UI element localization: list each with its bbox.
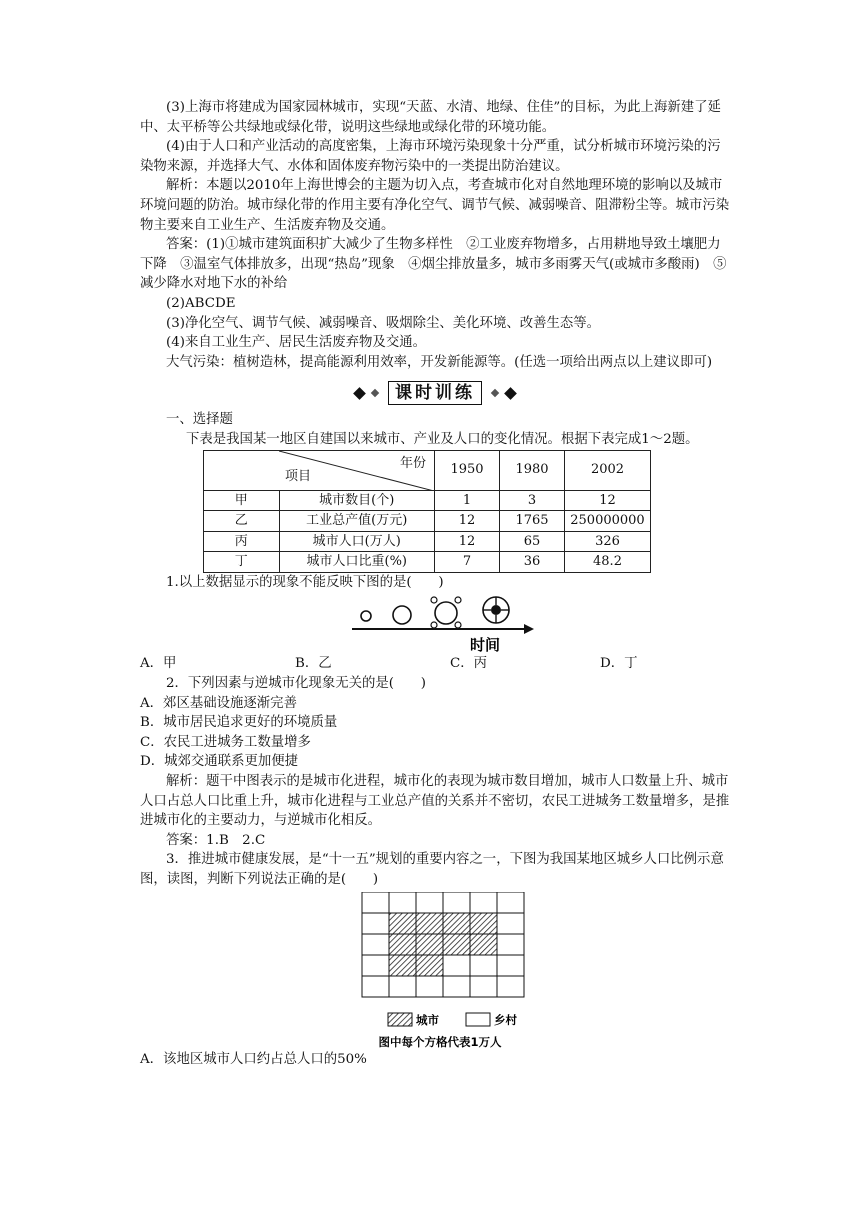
answer-2-text: (2)ABCDE bbox=[166, 295, 236, 311]
question-1-options bbox=[140, 654, 730, 674]
row-item: 城市人口(万人) bbox=[279, 531, 435, 552]
option-a: A．郊区基础设施逐渐完善 bbox=[140, 695, 297, 711]
answer-4-text: (4)来自工业生产、居民生活废弃物及交通。 bbox=[166, 335, 426, 351]
circle-stage-2 bbox=[393, 606, 411, 624]
grid-cell-rural bbox=[389, 892, 416, 913]
grid-cell-rural bbox=[362, 913, 389, 934]
analysis-2-text: 解析：题干中图表示的是城市化进程，城市化的表现为城市数目增加，城市人口数量上升、城市人口占总人口比重上升，城市化进程与工业总产值的关系并不密切，农民工进城务工数量增多，是推进城市化的主要动力，与逆城市化相反。 bbox=[140, 774, 730, 829]
year-header: 2002 bbox=[565, 450, 651, 490]
population-grid bbox=[362, 892, 524, 997]
row-value: 12 bbox=[565, 490, 651, 511]
question-3-stem: 3．推进城市健康发展，是“十一五”规划的重要内容之一，下图为我国某地区城乡人口比例示意图，读图，判断下列说法正确的是( ) bbox=[140, 852, 724, 887]
row-value: 7 bbox=[435, 552, 500, 573]
grid-cell-rural bbox=[389, 976, 416, 997]
option-d: D．城郊交通联系更加便捷 bbox=[140, 754, 299, 770]
legend-rural-swatch bbox=[466, 1013, 490, 1026]
table-row bbox=[204, 552, 651, 573]
table-row bbox=[204, 490, 651, 511]
grid-cell-city bbox=[389, 913, 416, 934]
grid-cell-city bbox=[443, 934, 470, 955]
grid-cell-rural bbox=[362, 934, 389, 955]
option-c: C．农民工进城务工数量增多 bbox=[140, 734, 311, 750]
option-b: B．城市居民追求更好的环境质量 bbox=[140, 715, 338, 731]
row-value: 1765 bbox=[500, 511, 565, 532]
grid-cell-rural bbox=[443, 976, 470, 997]
grid-cell-rural bbox=[443, 892, 470, 913]
table-corner bbox=[279, 450, 435, 490]
grid-cell-city bbox=[443, 913, 470, 934]
section-heading: 一、选择题 bbox=[166, 412, 233, 428]
grid-cell-city bbox=[470, 934, 497, 955]
grid-cell-rural bbox=[470, 892, 497, 913]
answer-1-text: 答案：(1)①城市建筑面积扩大减少了生物多样性 ②工业废弃物增多，占用耕地导致土壤肥力下降 ③温室气体排放多，出现“热岛”现象 ④烟尘排放量多，城市多雨雾天气(或城市多酸雨) ⑤减少降水对地下水的补给 bbox=[140, 237, 727, 292]
row-code: 甲 bbox=[204, 490, 280, 511]
legend-rural-label: 乡村 bbox=[494, 1012, 517, 1027]
grid-cell-city bbox=[389, 955, 416, 976]
grid-cell-rural bbox=[443, 955, 470, 976]
question-1-stem: 1.以上数据显示的现象不能反映下图的是( ) bbox=[166, 574, 444, 590]
row-value: 12 bbox=[435, 511, 500, 532]
diamond-icon bbox=[353, 387, 366, 400]
legend-city-swatch bbox=[388, 1013, 412, 1026]
year-header: 1980 bbox=[500, 450, 565, 490]
answer-3-text: (3)净化空气、调节气候、减弱噪音、吸烟除尘、美化环境、改善生态等。 bbox=[166, 315, 601, 331]
grid-caption: 图中每个方格代表1万人 bbox=[378, 1034, 502, 1049]
row-value: 65 bbox=[500, 531, 565, 552]
row-value: 36 bbox=[500, 552, 565, 573]
urbanization-circles-figure bbox=[140, 592, 740, 654]
grid-cell-city bbox=[416, 913, 443, 934]
analysis-text: 解析：本题以2010年上海世博会的主题为切入点，考查城市化对自然地理环境的影响以及城市环境问题的防治。城市绿化带的作用主要有净化空气、调节气候、减弱噪音、阻滞粉尘等。城市污染物主要来自工业生产、生活废弃物及交通。 bbox=[140, 178, 730, 233]
question-3-text: (3)上海市将建成为国家园林城市，实现“天蓝、水清、地绿、住佳”的目标，为此上海新建了延中、太平桥等公共绿地或绿化带，说明这些绿地或绿化带的环境功能。 bbox=[140, 100, 721, 135]
row-value: 326 bbox=[565, 531, 651, 552]
option-b: B．乙 bbox=[295, 656, 332, 672]
grid-cell-city bbox=[416, 955, 443, 976]
option-d: D．丁 bbox=[600, 656, 638, 672]
row-code: 丁 bbox=[204, 552, 280, 573]
grid-cell-rural bbox=[497, 913, 524, 934]
grid-cell-city bbox=[470, 913, 497, 934]
row-value: 48.2 bbox=[565, 552, 651, 573]
row-value: 1 bbox=[435, 490, 500, 511]
section-intro: 下表是我国某一地区自建国以来城市、产业及人口的变化情况。根据下表完成1～2题。 bbox=[186, 431, 699, 447]
grid-cell-rural bbox=[362, 892, 389, 913]
year-header: 1950 bbox=[435, 450, 500, 490]
table-row bbox=[204, 511, 651, 532]
row-value: 3 bbox=[500, 490, 565, 511]
diamond-icon bbox=[371, 389, 379, 397]
answer-1-2-text: 答案：1.B 2.C bbox=[166, 832, 266, 848]
grid-cell-rural bbox=[470, 976, 497, 997]
section-banner bbox=[140, 380, 730, 406]
row-code: 丙 bbox=[204, 531, 280, 552]
row-item: 城市人口比重(%) bbox=[279, 552, 435, 573]
data-table bbox=[203, 450, 651, 573]
grid-cell-rural bbox=[362, 976, 389, 997]
arrow-icon bbox=[524, 624, 534, 634]
grid-cell-rural bbox=[497, 892, 524, 913]
diamond-icon bbox=[491, 389, 499, 397]
option-c: C．丙 bbox=[450, 656, 488, 672]
diamond-icon bbox=[504, 387, 517, 400]
circle-stage-4 bbox=[483, 597, 509, 623]
table-row bbox=[204, 531, 651, 552]
grid-cell-rural bbox=[497, 934, 524, 955]
answer-5-text: 大气污染：植树造林，提高能源利用效率，开发新能源等。(任选一项给出两点以上建议即可) bbox=[166, 354, 713, 370]
grid-cell-rural bbox=[362, 955, 389, 976]
banner-title: 课时训练 bbox=[388, 381, 482, 405]
option-a: A．甲 bbox=[140, 656, 177, 672]
time-axis-label: 时间 bbox=[470, 636, 501, 655]
grid-cell-city bbox=[389, 934, 416, 955]
table-corner-blank bbox=[204, 450, 280, 490]
row-code: 乙 bbox=[204, 511, 280, 532]
circle-stage-3 bbox=[431, 597, 461, 628]
grid-cell-rural bbox=[416, 892, 443, 913]
row-item: 城市数目(个) bbox=[279, 490, 435, 511]
row-value: 12 bbox=[435, 531, 500, 552]
document-page bbox=[140, 98, 730, 1069]
grid-cell-city bbox=[416, 934, 443, 955]
corner-item-label: 项目 bbox=[285, 468, 312, 484]
question-2-stem: 2．下列因素与逆城市化现象无关的是( ) bbox=[166, 676, 426, 692]
grid-cell-rural bbox=[497, 955, 524, 976]
grid-cell-rural bbox=[497, 976, 524, 997]
corner-year-label: 年份 bbox=[399, 455, 426, 471]
grid-cell-rural bbox=[416, 976, 443, 997]
question-3-option-a: A．该地区城市人口约占总人口的50% bbox=[140, 1051, 367, 1067]
circle-stage-1 bbox=[361, 611, 371, 621]
urban-rural-grid-figure bbox=[140, 892, 740, 1050]
legend-city-label: 城市 bbox=[416, 1012, 439, 1027]
grid-cell-rural bbox=[470, 955, 497, 976]
row-item: 工业总产值(万元) bbox=[279, 511, 435, 532]
question-4-text: (4)由于人口和产业活动的高度密集，上海市环境污染现象十分严重，试分析城市环境污染的污染物来源，并选择大气、水体和固体废弃物污染中的一类提出防治建议。 bbox=[140, 139, 721, 174]
row-value: 250000000 bbox=[565, 511, 651, 532]
